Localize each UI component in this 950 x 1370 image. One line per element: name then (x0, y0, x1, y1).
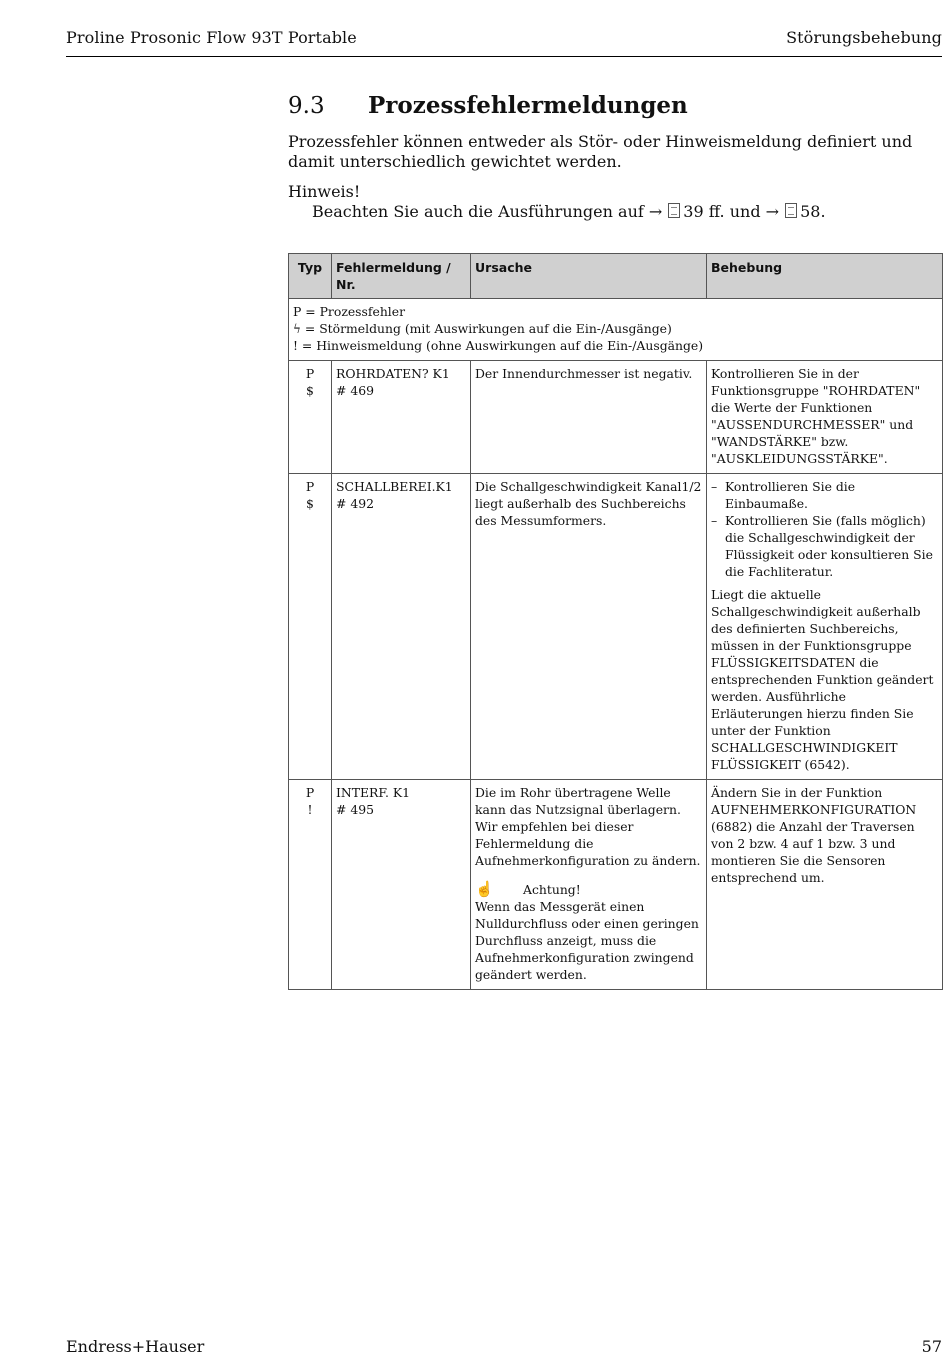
column-header-remedy: Behebung (707, 254, 943, 299)
error-message: SCHALLBEREI.K1 (336, 479, 453, 494)
note-and: und (729, 202, 761, 221)
type-cell (289, 780, 332, 990)
type-sub: $ (306, 496, 314, 511)
cause-cell: Der Innendurchmesser ist negativ. (471, 361, 707, 474)
type-sub: $ (306, 383, 314, 398)
caution-text: Wenn das Messgerät einen Nulldurchfluss oder einen geringen Durchfluss anzeigt, muss die Aufnehmerkonfiguration zwingend geändert werden. (475, 899, 699, 982)
section-title: Prozessfehlermeldungen (368, 92, 688, 119)
remedy-list (711, 478, 938, 580)
column-header-message: Fehlermeldung / Nr. (332, 254, 471, 299)
remedy-extra: Liegt die aktuelle Schallgeschwindigkeit außerhalb des definierten Suchbereichs, müssen in der Funktionsgruppe FLÜSSIGKEITSDATEN die entsprechenden Funktion geändert werden. Ausführliche Erläuterungen hierzu finden Sie unter der Funktion SCHALLGESCHWINDIGKEIT FLÜSSIGKEIT (6542). (711, 587, 934, 772)
running-header-product: Proline Prosonic Flow 93T Portable (66, 28, 357, 47)
page-ref-1: 39 ff. (683, 202, 725, 221)
type-code: P (305, 479, 315, 494)
footer-brand: Endress+Hauser (66, 1337, 205, 1356)
header-rule (66, 56, 942, 57)
running-header-chapter: Störungsbehebung (786, 28, 942, 47)
type-code: P (305, 366, 315, 381)
type-code: P (305, 785, 315, 800)
type-sub: ! (307, 802, 313, 817)
page-reference-icon (785, 203, 797, 218)
legend-fault (293, 320, 938, 337)
page-number: 57 (921, 1337, 942, 1356)
column-header-typ: Typ (289, 254, 332, 299)
cause-text: Die im Rohr übertragene Welle kann das Nutzsignal überlagern. Wir empfehlen bei dieser Fehlermeldung die Aufnehmerkonfiguration zu ändern. (475, 785, 701, 868)
lightning-bolt-icon: ϟ (293, 322, 301, 336)
arrow-icon: → (648, 202, 663, 221)
message-cell (332, 474, 471, 780)
note-text (312, 202, 826, 222)
legend-cell (289, 299, 943, 361)
note-prefix: Beachten Sie auch die Ausführungen auf (312, 202, 644, 221)
remedy-cell: Ändern Sie in der Funktion AUFNEHMERKONFIGURATION (6882) die Anzahl der Traversen von 2 bzw. 4 auf 1 bzw. 3 und montieren Sie die Sensoren entsprechend um. (707, 780, 943, 990)
caution-block (475, 881, 702, 983)
error-message: INTERF. K1 (336, 785, 411, 800)
section-heading (288, 92, 688, 119)
remedy-cell: Kontrollieren Sie in der Funktionsgruppe "ROHRDATEN" die Werte der Funktionen "AUSSENDURCHMESSER" und "WANDSTÄRKE" bzw. "AUSKLEIDUNGSSTÄRKE". (707, 361, 943, 474)
page-ref-2: 58. (800, 202, 826, 221)
table-row (289, 780, 943, 990)
table-row (289, 361, 943, 474)
column-header-cause: Ursache (471, 254, 707, 299)
cause-cell (471, 780, 707, 990)
error-message: ROHRDATEN? K1 (336, 366, 450, 381)
message-cell (332, 780, 471, 990)
arrow-icon: → (765, 202, 780, 221)
section-number: 9.3 (288, 93, 325, 119)
intro-paragraph: Prozessfehler können entweder als Stör- oder Hinweismeldung definiert und damit unterschiedlich gewichtet werden. (288, 132, 913, 171)
note-label: Hinweis! (288, 182, 361, 201)
legend-fault-text: = Störmeldung (mit Auswirkungen auf die Ein-/Ausgänge) (304, 321, 672, 336)
legend-notice: ! = Hinweismeldung (ohne Auswirkungen auf die Ein-/Ausgänge) (293, 338, 704, 353)
error-number: # 469 (336, 383, 374, 398)
cause-cell: Die Schallgeschwindigkeit Kanal1/2 liegt außerhalb des Suchbereichs des Messumformers. (471, 474, 707, 780)
list-item: – Kontrollieren Sie die Einbaumaße. (711, 478, 938, 512)
type-cell (289, 474, 332, 780)
table-header-row (289, 254, 943, 299)
error-number: # 495 (336, 802, 374, 817)
caution-label: Achtung! (523, 882, 581, 897)
error-number: # 492 (336, 496, 374, 511)
legend-row (289, 299, 943, 361)
message-cell (332, 361, 471, 474)
type-cell (289, 361, 332, 474)
process-error-table (288, 253, 943, 990)
remedy-cell (707, 474, 943, 780)
list-item: – Kontrollieren Sie (falls möglich) die Schallgeschwindigkeit der Flüssigkeit oder konsultieren Sie die Fachliteratur. (711, 512, 938, 580)
legend-process-error: P = Prozessfehler (293, 304, 406, 319)
hand-caution-icon: ☝ (475, 880, 494, 898)
page-reference-icon (668, 203, 680, 218)
table-row (289, 474, 943, 780)
